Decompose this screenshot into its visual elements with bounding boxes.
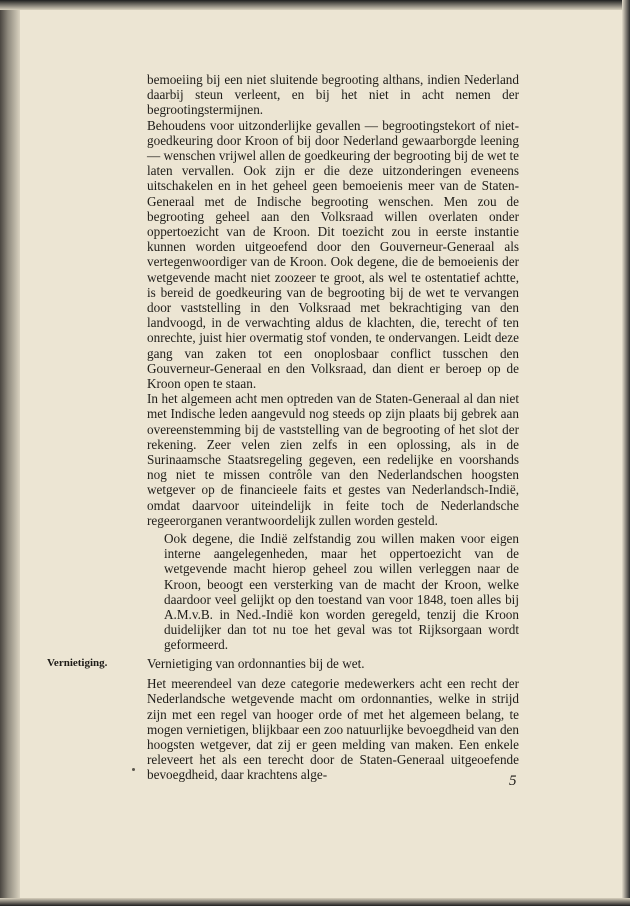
section-paragraph: Het meerendeel van deze categorie medewerkers acht een recht der Nederlandsche wetgevende macht om ordonnanties, welke in strijd zijn met een regel van hooger orde of met het algemeen belang, te mogen vernietigen, blijkbaar een zoo natuurlijke bevoegdheid van den hoogsten wetgever, dat zij er geen melding van maken. Een enkele releveert het als een terecht door de Staten-Generaal uitgeoefende bevoegdheid, daar krachtens alge-	[147, 676, 519, 783]
section-heading: Vernietiging van ordonnanties bij de wet.	[147, 656, 365, 671]
margin-label: Vernietiging.	[47, 657, 108, 669]
page-number: 5	[509, 773, 517, 789]
section-text-block	[147, 656, 519, 783]
paragraph-general: In het algemeen acht men optreden van de Staten-Generaal al dan niet met Indische leden aangevuld nog steeds op zijn plaats bij gebrek aan overeenstemming bij de vaststelling van de begrooting of het slot der rekening. Zeer velen zien zelfs in een oplossing, als in de Surinaamsche Staatsregeling gegeven, een redelijke en voorshands nog niet te missen contrôle van den Nederlandschen hoogsten wetgever op de financieele faits et gestes van Nederlandsch-Indië, omdat daarvoor uiteindelijk in feite toch de Nederlandsche regeerorganen verantwoordelijk zullen worden gesteld.	[147, 391, 519, 528]
main-text-block	[147, 72, 519, 528]
paragraph-continuation: bemoeiing bij een niet sluitende begrooting althans, indien Nederland daarbij steun verleent, en bij het niet in acht nemen der begrootingstermijnen.	[147, 72, 519, 118]
paragraph-exceptions: Behoudens voor uitzonderlijke gevallen — begrootingstekort of niet-goedkeuring door Kroon of bij door Nederland gewaarborgde leening — wenschen vrijwel allen de goedkeuring der begrooting bij de wet te laten vervallen. Ook zijn er die deze uitzonderingen eveneens uitschakelen en in het geheel geen bemoeienis meer van de Staten-Generaal met de Indische begrooting wenschen. Men zou de begrooting geheel aan den Volksraad willen overlaten onder oppertoezicht van de Kroon. Dit toezicht zou in eerste instantie kunnen worden uitgeoefend door den Gouverneur-Generaal als vertegenwoordiger van de Kroon. Ook degene, die de bemoeienis der wetgevende macht niet zoozeer te groot, als wel te ostentatief achtte, is bereid de goedkeuring van de begrooting bij de wet te vervangen door vaststelling in den Volksraad met bekrachtiging van den landvoogd, in de verwachting aldus de klachten, die, terecht of ten onrechte, juist hier overmatig stof vonden, te ondervangen. Leidt deze gang van zaken tot een onoplosbaar conflict tusschen den Gouverneur-Generaal en den Volksraad, dan dient er beroep op de Kroon open te staan.	[147, 117, 519, 392]
indented-text-block	[164, 531, 519, 653]
book-spine-shadow	[0, 0, 20, 906]
page-edge-top	[0, 0, 630, 10]
page-edge-bottom	[0, 898, 630, 906]
page-edge-right	[622, 0, 630, 906]
indented-paragraph: Ook degene, die Indië zelfstandig zou willen maken voor eigen interne aangelegenheden, maar het oppertoezicht van de wetgevende macht hierop geheel zou willen verleggen naar de Kroon, beoogt een versterking van de macht der Kroon, welke daardoor veel gelijkt op den toestand van voor 1848, toen alles bij A.M.v.B. in Ned.-Indië kon worden geregeld, tenzij die Kroon duidelijker dan tot nu toe het geval was tot Rijksorgaan wordt geformeerd.	[164, 531, 519, 653]
ink-speck	[132, 768, 135, 771]
